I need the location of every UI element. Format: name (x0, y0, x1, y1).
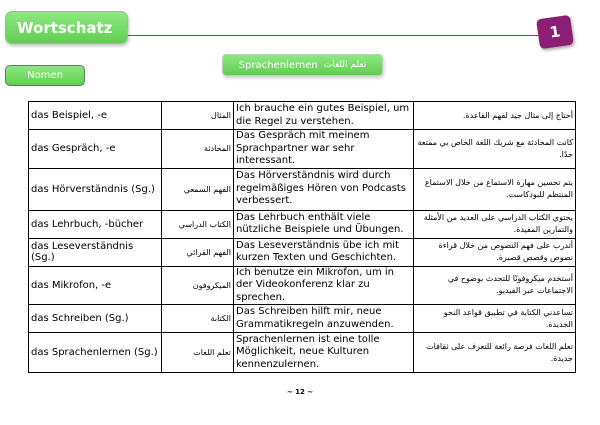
chapter-badge: 1 (536, 15, 574, 49)
example-cell: Sprachenlernen ist eine tolle Möglichkeit, neue Kulturen kennenzulernen. (234, 333, 414, 373)
translation-cell: الكتاب الدراسي (162, 210, 234, 238)
example-cell: Das Schreiben hilft mir, neue Grammatikregeln anzuwenden. (234, 305, 414, 333)
word-cell: das Schreiben (Sg.) (29, 305, 162, 333)
word-cell: das Gespräch, -e (29, 130, 162, 169)
table-row (29, 210, 576, 238)
translation-cell: الفهم القرائي (162, 238, 234, 266)
translation-cell: الميكروفون (162, 266, 234, 305)
header-divider (128, 35, 538, 36)
page-number: ~ 12 ~ (286, 388, 314, 396)
example-cell: Das Hörverständnis wird durch regelmäßiges Hören von Podcasts verbessert. (234, 168, 414, 210)
example-cell: Ich brauche ein gutes Beispiel, um die Regel zu verstehen. (234, 102, 414, 130)
example-ar-cell: أحتاج إلى مثال جيد لفهم القاعدة. (414, 102, 576, 130)
example-cell: Das Gespräch mit meinem Sprachpartner war sehr interessant. (234, 130, 414, 169)
example-ar-cell: كانت المحادثة مع شريك اللغة الخاص بي ممتعة جدًا. (414, 130, 576, 169)
word-cell: das Lehrbuch, -bücher (29, 210, 162, 238)
table-row (29, 102, 576, 130)
translation-cell: الفهم السمعي (162, 168, 234, 210)
vocabulary-table (28, 101, 576, 373)
page-title: Wortschatz (5, 11, 128, 44)
topic-label (222, 54, 383, 76)
word-cell: das Sprachenlernen (Sg.) (29, 333, 162, 373)
table-row (29, 305, 576, 333)
translation-cell: الكتابة (162, 305, 234, 333)
example-ar-cell: يتم تحسين مهارة الاستماع من خلال الاستماع المنتظم للبودكاست. (414, 168, 576, 210)
table-row (29, 333, 576, 373)
example-ar-cell: أستخدم ميكروفونًا للتحدث بوضوح في الاجتماعات عبر الفيديو. (414, 266, 576, 305)
translation-cell: المثال (162, 102, 234, 130)
translation-cell: تعلم اللغات (162, 333, 234, 373)
example-ar-cell: تساعدني الكتابة في تطبيق قواعد النحو الجديدة. (414, 305, 576, 333)
section-label-nomen: Nomen (5, 65, 85, 86)
table-row (29, 130, 576, 169)
word-cell: das Mikrofon, -e (29, 266, 162, 305)
table-row (29, 168, 576, 210)
topic-label-de: Sprachenlernen (238, 59, 318, 71)
example-ar-cell: تعلم اللغات فرصة رائعة للتعرف على ثقافات جديدة. (414, 333, 576, 373)
example-cell: Ich benutze ein Mikrofon, um in der Videokonferenz klar zu sprechen. (234, 266, 414, 305)
word-cell: das Leseverständnis (Sg.) (29, 238, 162, 266)
word-cell: das Beispiel, -e (29, 102, 162, 130)
translation-cell: المحادثة (162, 130, 234, 169)
table-row (29, 266, 576, 305)
example-ar-cell: يحتوي الكتاب الدراسي على العديد من الأمثلة والتمارين المفيدة. (414, 210, 576, 238)
example-ar-cell: أتدرب على فهم النصوص من خلال قراءة نصوص وقصص قصيرة. (414, 238, 576, 266)
word-cell: das Hörverständnis (Sg.) (29, 168, 162, 210)
topic-label-ar: تعلم اللغات (323, 60, 367, 70)
table-row (29, 238, 576, 266)
example-cell: Das Leseverständnis übe ich mit kurzen Texten und Geschichten. (234, 238, 414, 266)
example-cell: Das Lehrbuch enthält viele nützliche Beispiele und Übungen. (234, 210, 414, 238)
